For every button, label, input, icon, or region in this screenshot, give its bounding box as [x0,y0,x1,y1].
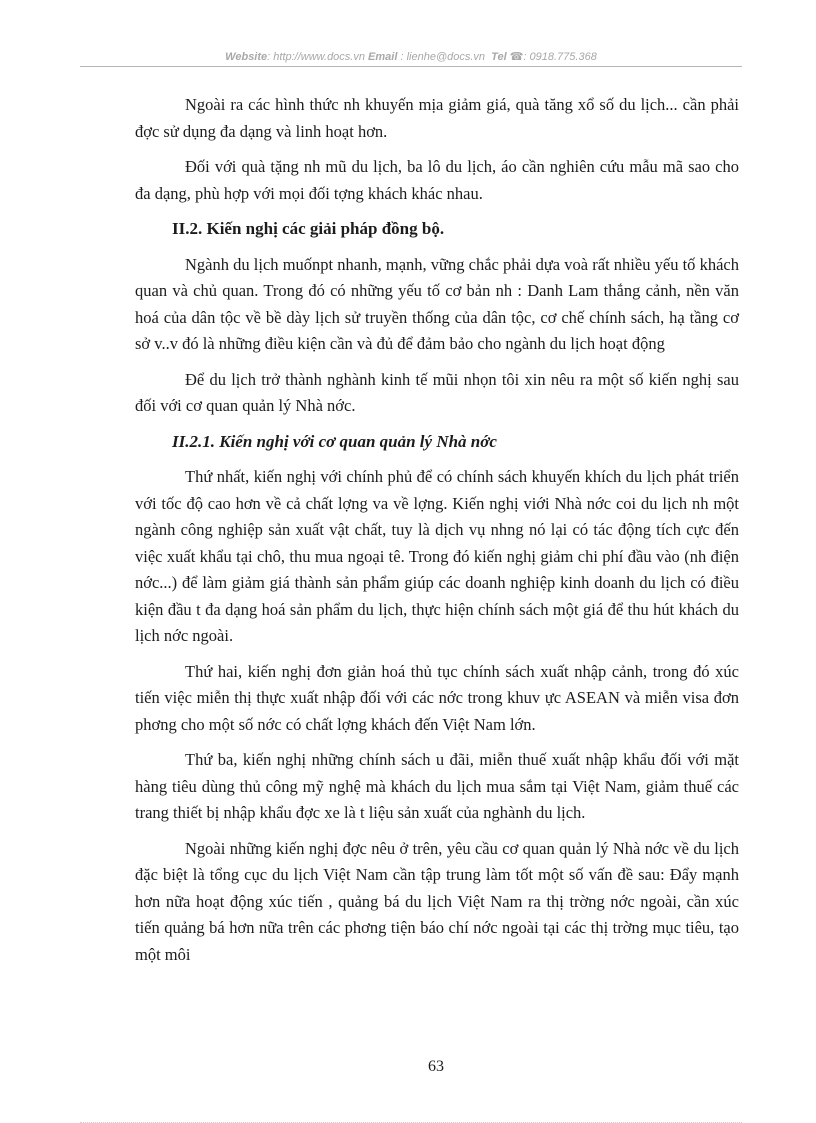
paragraph-recommendations-intro: Để du lịch trở thành nghành kinh tế mũi nhọn tôi xin nêu ra một số kiến nghị sau đối với cơ quan quản lý Nhà nớc. [135,369,739,415]
document-body [135,92,739,977]
phone-icon: ☎ [509,51,524,63]
tel-label: Tel [491,51,507,63]
header-divider [80,66,742,67]
page-header [80,50,742,63]
subsection-heading-ii-2-1: II.2.1. Kiến nghị với cơ quan quản lý Nhà nớc [172,431,497,451]
section-heading-ii-2: II.2. Kiến nghị các giải pháp đồng bộ. [172,219,445,238]
paragraph-first-recommendation: Thứ nhất, kiến nghị với chính phủ để có chính sách khuyến khích du lịch phát triển với tốc độ cao hơn về cả chất lợng va về lợng. Kiến nghị viới Nhà nớc coi du lịch nh một ngành công nghiệp sản xuất vật chất, tuy là dịch vụ nhng nó lại có tác động tích cực đến việc xuất khẩu tại chô, thu mua ngoại tê. Trong đó kiến nghị giảm chi phí đầu vào (nh điện nớc...) để làm giảm giá thành sản phẩm giúp các doanh nghiệp kinh doanh du lịch có điều kiện đầu t đa dạng hoá sản phẩm du lịch, thực hiện chính sách một giá để thu hút khách du lịch nớc ngoài. [135,467,739,645]
paragraph-second-recommendation: Thứ hai, kiến nghị đơn giản hoá thủ tục chính sách xuất nhập cảnh, trong đó xúc tiến việc miễn thị thực xuất nhập đối với các nớc trong khuv ực ASEAN và miễn visa đơn phơng cho một số nớc có chất lợng khách đến Việt Nam lớn. [135,661,739,734]
website-value: : http://www.docs.vn [267,51,365,63]
page-number: 63 [428,1058,444,1075]
tel-value: : 0918.775.368 [523,51,597,63]
paragraph-gifts: Đối với quà tặng nh mũ du lịch, ba lô du lịch, áo cần nghiên cứu mẫu mã sao cho đa dạng, phù hợp với mọi đối tợng khách khác nhau. [135,157,739,203]
paragraph-third-recommendation: Thứ ba, kiến nghị những chính sách u đãi, miễn thuế xuất nhập khẩu đối với mặt hàng tiêu dùng thủ công mỹ nghệ mà khách du lịch mua sắm tại Việt Nam, giảm thuế các trang thiết bị nhập khẩu đợc xe là t liệu sản xuất của nghành du lịch. [135,750,739,822]
paragraph-additional-recommendations: Ngoài những kiến nghị đợc nêu ở trên, yêu cầu cơ quan quản lý Nhà nớc về du lịch đặc biệt là tổng cục du lịch Việt Nam cần tập trung làm tốt một số vấn đề sau: Đẩy mạnh hơn nữa hoạt động xúc tiến , quảng bá du lịch Việt Nam ra thị trờng nớc ngoài, cần xúc tiến quảng bá hơn nữa trên các phơng tiện báo chí nớc ngoài tại các thị trờng mục tiêu, tạo một môi [135,838,739,964]
paragraph-promotions: Ngoài ra các hình thức nh khuyến mịa giảm giá, quà tăng xổ số du lịch... cần phải đợc sử dụng đa dạng và linh hoạt hơn. [135,95,739,141]
email-value: : lienhe@docs.vn [400,51,486,63]
email-label: Email [368,51,398,63]
website-label: Website [225,51,268,63]
paragraph-tourism-factors: Ngành du lịch muốnpt nhanh, mạnh, vững chắc phải dựa voà rất nhiều yếu tố khách quan và chủ quan. Trong đó có những yếu tố cơ bản nh : Danh Lam thắng cảnh, nền văn hoá của dân tộc về bề dày lịch sử truyền thống của dân tộc, cơ chế chính sách, hạ tầng cơ sở v..v đó là những điều kiện cần và đủ để đảm bảo cho ngành du lịch hoạt động [135,254,739,353]
